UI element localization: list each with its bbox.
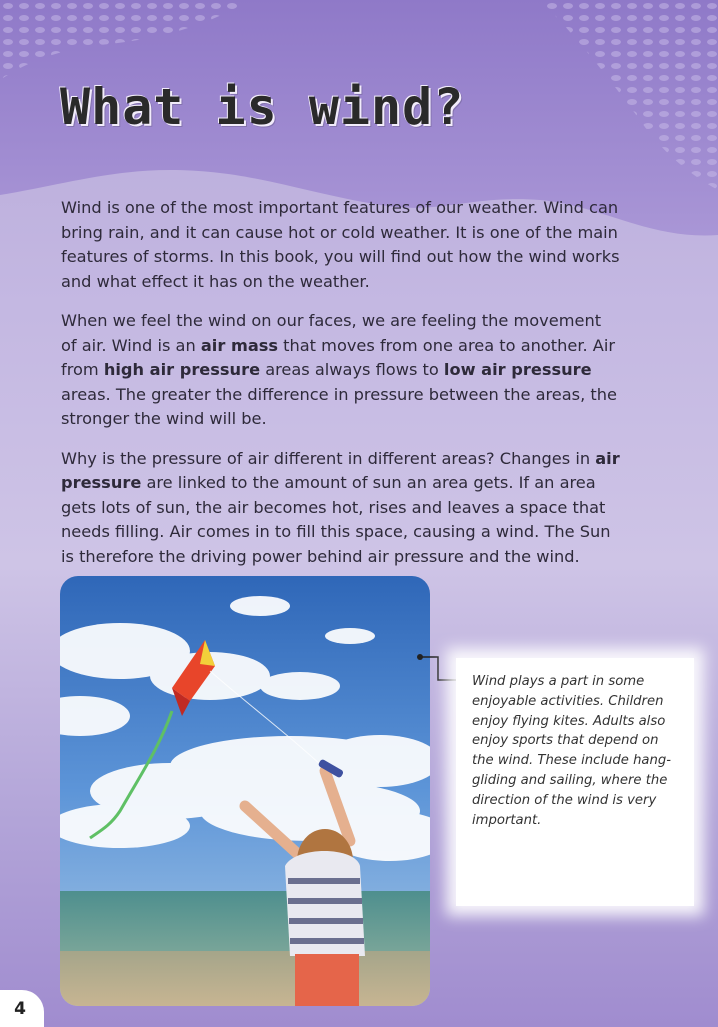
body-text (61, 196, 621, 584)
body-paragraph (61, 309, 621, 432)
key-term: air pressure (61, 448, 620, 492)
key-term: air mass (200, 335, 279, 355)
paragraph-text: areas. The greater the difference in pressure between the areas, the stronger the wind will be. (61, 384, 617, 428)
key-term: low air pressure (443, 360, 592, 379)
page-number: 4 (0, 990, 44, 1027)
body-paragraph (61, 196, 621, 294)
key-term: high air pressure (103, 360, 261, 379)
body-paragraph (61, 447, 621, 570)
paragraph-text: that moves from one area to another. Air from (61, 335, 616, 379)
photo-caption: Wind plays a part in some enjoyable activities. Children enjoy flying kites. Adults also enjoy sports that depend on the wind. These include hang-gliding and sailing, where the direction of the wind is very important. (472, 674, 671, 828)
paragraph-text: areas always flows to (260, 360, 444, 379)
paragraph-text: When we feel the wind on our faces, we are feeling the movement of air. Wind is an (61, 311, 602, 355)
paragraph-text: Wind is one of the most important features of our weather. Wind can bring rain, and it can cause hot or cold weather. It is one of the main features of storms. In this book, you will find out how the wind works and what effect it has on the weather. (61, 198, 620, 291)
paragraph-text: are linked to the amount of sun an area gets. If an area gets lots of sun, the air becomes hot, rises and leaves a space that needs filling. Air comes in to fill this space, causing a wind. The Sun is therefore the driving power behind air pressure and the wind. (61, 473, 611, 566)
caption-box (456, 658, 694, 906)
paragraph-text: Why is the pressure of air different in different areas? Changes in (61, 448, 596, 468)
page-title: What is wind? (60, 78, 465, 136)
kite-photo (60, 576, 430, 1006)
